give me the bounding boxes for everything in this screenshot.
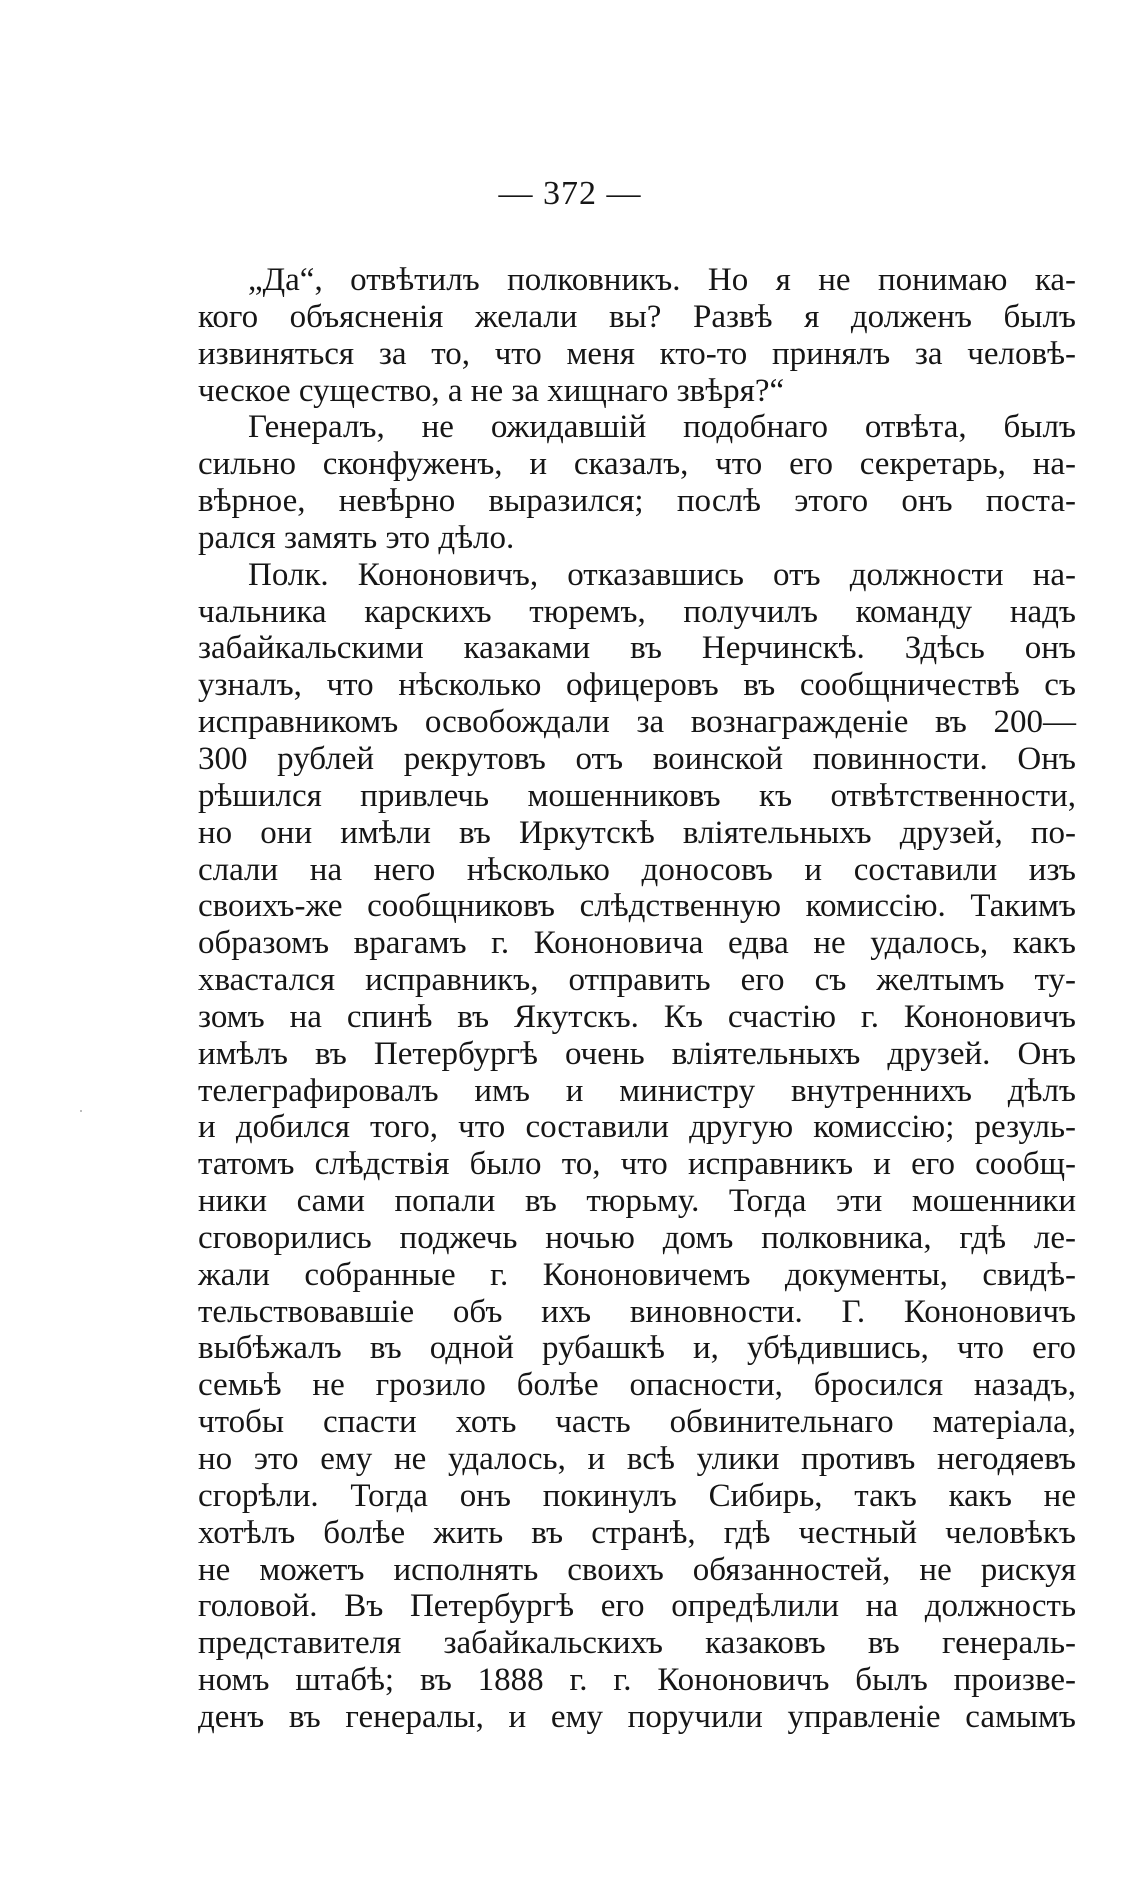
text-line: сильно сконфуженъ, и сказалъ, что его секретарь, на- bbox=[198, 446, 1076, 483]
text-line: слали на него нѣсколько доносовъ и составили изъ bbox=[198, 851, 1076, 888]
text-line: рѣшился привлечь мошенниковъ къ отвѣтственности, bbox=[198, 777, 1076, 814]
text-line: номъ штабѣ; въ 1888 г. г. Кононовичъ былъ произве- bbox=[198, 1662, 1076, 1699]
text-line: забайкальскими казаками въ Нерчинскѣ. Здѣсь онъ bbox=[198, 630, 1076, 667]
text-line: вѣрное, невѣрно выразился; послѣ этого онъ поста- bbox=[198, 483, 1076, 520]
text-line: 300 рублей рекрутовъ отъ воинской повинности. Онъ bbox=[198, 740, 1076, 777]
text-line: исправникомъ освобождали за вознагражденіе въ 200— bbox=[198, 704, 1076, 741]
text-line: Генералъ, не ожидавшій подобнаго отвѣта, былъ bbox=[248, 409, 1076, 446]
text-line: имѣлъ въ Петербургѣ очень вліятельныхъ друзей. Онъ bbox=[198, 1035, 1076, 1072]
text-line: жали собранные г. Кононовичемъ документы, свидѣ- bbox=[198, 1256, 1076, 1293]
text-line: образомъ врагамъ г. Кононовича едва не удалось, какъ bbox=[198, 925, 1076, 962]
text-line: чтобы спасти хоть часть обвинительнаго матеріала, bbox=[198, 1404, 1076, 1441]
text-line: головой. Въ Петербургѣ его опредѣлили на должность bbox=[198, 1588, 1076, 1625]
text-line: ческое существо, а не за хищнаго звѣря?“ bbox=[198, 372, 785, 409]
text-line: сгорѣли. Тогда онъ покинулъ Сибирь, такъ какъ не bbox=[198, 1477, 1076, 1514]
text-line: извиняться за то, что меня кто-то принялъ за человѣ- bbox=[198, 335, 1076, 372]
body-text bbox=[198, 262, 1076, 1736]
text-line: сговорились поджечь ночью домъ полковника, гдѣ ле- bbox=[198, 1219, 1076, 1256]
text-line: кого объясненія желали вы? Развѣ я долженъ былъ bbox=[198, 298, 1076, 335]
text-line: зомъ на спинѣ въ Якутскъ. Къ счастію г. Кононовичъ bbox=[198, 998, 1076, 1035]
text-line: рался замять это дѣло. bbox=[198, 519, 515, 556]
text-line: узналъ, что нѣсколько офицеровъ въ сообщничествѣ съ bbox=[198, 667, 1076, 704]
text-line: семьѣ не грозило болѣе опасности, бросился назадъ, bbox=[198, 1367, 1076, 1404]
text-line: хвастался исправникъ, отправить его съ желтымъ ту- bbox=[198, 962, 1076, 999]
text-line: татомъ слѣдствія было то, что исправникъ и его сообщ- bbox=[198, 1146, 1076, 1183]
text-line: выбѣжалъ въ одной рубашкѣ и, убѣдившись, что его bbox=[198, 1330, 1076, 1367]
text-line: чальника карскихъ тюремъ, получилъ команду надъ bbox=[198, 593, 1076, 630]
text-line: не можетъ исполнять своихъ обязанностей, не рискуя bbox=[198, 1551, 1076, 1588]
text-line: ники сами попали въ тюрьму. Тогда эти мошенники bbox=[198, 1183, 1076, 1220]
text-line: и добился того, что составили другую комиссію; резуль- bbox=[198, 1109, 1076, 1146]
text-line: своихъ-же сообщниковъ слѣдственную комиссію. Такимъ bbox=[198, 888, 1076, 925]
text-line: но они имѣли въ Иркутскѣ вліятельныхъ друзей, по- bbox=[198, 814, 1076, 851]
margin-speck bbox=[80, 1110, 82, 1112]
text-line: представителя забайкальскихъ казаковъ въ генераль- bbox=[198, 1625, 1076, 1662]
text-line: денъ въ генералы, и ему поручили управленіе самымъ bbox=[198, 1698, 1076, 1735]
text-line: но это ему не удалось, и всѣ улики противъ негодяевъ bbox=[198, 1441, 1076, 1477]
text-line: тельствовавшіе объ ихъ виновности. Г. Кононовичъ bbox=[198, 1293, 1076, 1330]
page-number: — 372 — bbox=[498, 175, 642, 212]
text-line: „Да“, отвѣтилъ полковникъ. Но я не понимаю ка- bbox=[248, 262, 1076, 298]
text-line: Полк. Кононовичъ, отказавшись отъ должности на- bbox=[248, 556, 1076, 593]
text-line: хотѣлъ болѣе жить въ странѣ, гдѣ честный человѣкъ bbox=[198, 1514, 1076, 1551]
text-line: телеграфировалъ имъ и министру внутреннихъ дѣлъ bbox=[198, 1072, 1076, 1109]
